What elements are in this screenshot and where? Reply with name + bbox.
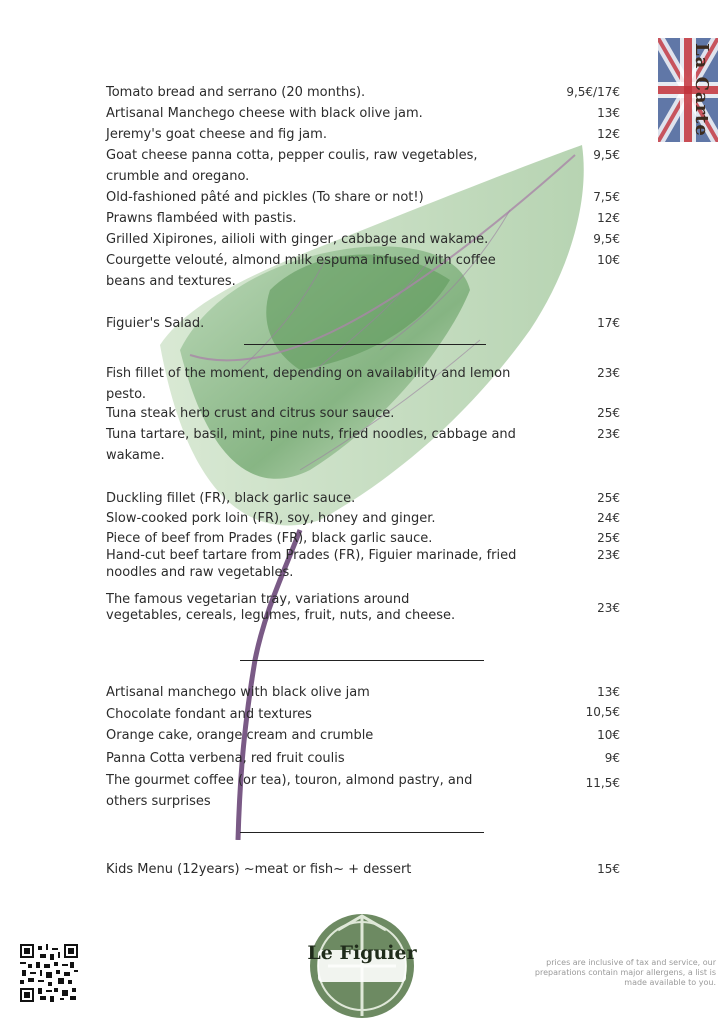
- menu-item-name: Chocolate fondant and textures: [106, 707, 312, 722]
- menu-item-price: 13€: [597, 106, 620, 120]
- menu-item-price: 9€: [604, 751, 620, 765]
- qr-code-icon[interactable]: [20, 944, 78, 1002]
- logo-text: Le Figuier: [307, 942, 417, 964]
- menu-item-price: 10,5€: [585, 705, 620, 719]
- le-figuier-logo: [308, 912, 416, 1020]
- menu-item-price: 13€: [597, 685, 620, 699]
- menu-item-price: 12€: [597, 211, 620, 225]
- menu-item-price: 24€: [597, 511, 620, 525]
- menu-item-price: 9,5€/17€: [566, 85, 620, 99]
- menu-item-name: Orange cake, orange cream and crumble: [106, 728, 374, 743]
- section-divider: [244, 344, 486, 345]
- menu-item-name: Slow-cooked pork loin (FR), soy, honey and ginger.: [106, 511, 436, 526]
- menu-item-name: Jeremy's goat cheese and fig jam.: [106, 127, 327, 142]
- menu-item-name: Grilled Xipirones, ailioli with ginger, cabbage and wakame.: [106, 232, 489, 247]
- menu-item-name: The famous vegetarian tray, variations around vegetables, cereals, legumes, fruit, nuts, and cheese.: [106, 592, 456, 623]
- menu-item-name: Tuna tartare, basil, mint, pine nuts, fried noodles, cabbage and wakame.: [106, 427, 516, 463]
- menu-item-name: Prawns flambéed with pastis.: [106, 211, 297, 226]
- menu-item-price: 25€: [597, 491, 620, 505]
- menu-item-price: 10€: [597, 728, 620, 742]
- menu-item-name: Courgette velouté, almond milk espuma infused with coffee beans and textures.: [106, 253, 496, 289]
- menu-item-price: 7,5€: [593, 190, 620, 204]
- menu-item-price: 25€: [597, 406, 620, 420]
- kids-menu-name: Kids Menu (12years) ~meat or fish~ + dessert: [106, 862, 412, 877]
- menu-item-price: 12€: [597, 127, 620, 141]
- section-divider: [240, 660, 484, 661]
- menu-item-price: 9,5€: [593, 148, 620, 162]
- menu-item-price: 23€: [597, 548, 620, 562]
- menu-item-name: Old-fashioned pâté and pickles (To share or not!): [106, 190, 424, 205]
- menu-item-price: 17€: [597, 316, 620, 330]
- menu-item-price: 23€: [597, 427, 620, 441]
- page-title: La Carte: [691, 43, 712, 137]
- menu-item-name: Fish fillet of the moment, depending on availability and lemon pesto.: [106, 366, 511, 402]
- menu-item-name: The gourmet coffee (or tea), touron, almond pastry, and others surprises: [106, 773, 473, 809]
- menu-item-name: Piece of beef from Prades (FR), black garlic sauce.: [106, 531, 433, 546]
- menu-item-name: Panna Cotta verbena, red fruit coulis: [106, 751, 345, 766]
- menu-item-name: Hand-cut beef tartare from Prades (FR), Figuier marinade, fried noodles and raw vegetables.: [106, 548, 517, 580]
- menu-item-name: Tuna steak herb crust and citrus sour sauce.: [106, 406, 395, 421]
- menu-item-price: 23€: [597, 366, 620, 380]
- menu-item-name: Artisanal manchego with black olive jam: [106, 685, 370, 700]
- section-divider: [240, 832, 484, 833]
- legal-notice: prices are inclusive of tax and service, our preparations contain major allergens, a list is made available to you.: [534, 958, 716, 987]
- menu-item-price: 11,5€: [585, 776, 620, 790]
- menu-item-name: Tomato bread and serrano (20 months).: [106, 85, 366, 100]
- menu-item-name: Figuier's Salad.: [106, 316, 205, 331]
- menu-item-name: Duckling fillet (FR), black garlic sauce.: [106, 491, 356, 506]
- menu-item-name: Goat cheese panna cotta, pepper coulis, raw vegetables, crumble and oregano.: [106, 148, 478, 184]
- menu-item-price: 25€: [597, 531, 620, 545]
- menu-item-price: 10€: [597, 253, 620, 267]
- menu-item-name: Artisanal Manchego cheese with black olive jam.: [106, 106, 423, 121]
- menu-item-price: 9,5€: [593, 232, 620, 246]
- menu-item-price: 23€: [597, 601, 620, 615]
- kids-menu-price: 15€: [597, 862, 620, 876]
